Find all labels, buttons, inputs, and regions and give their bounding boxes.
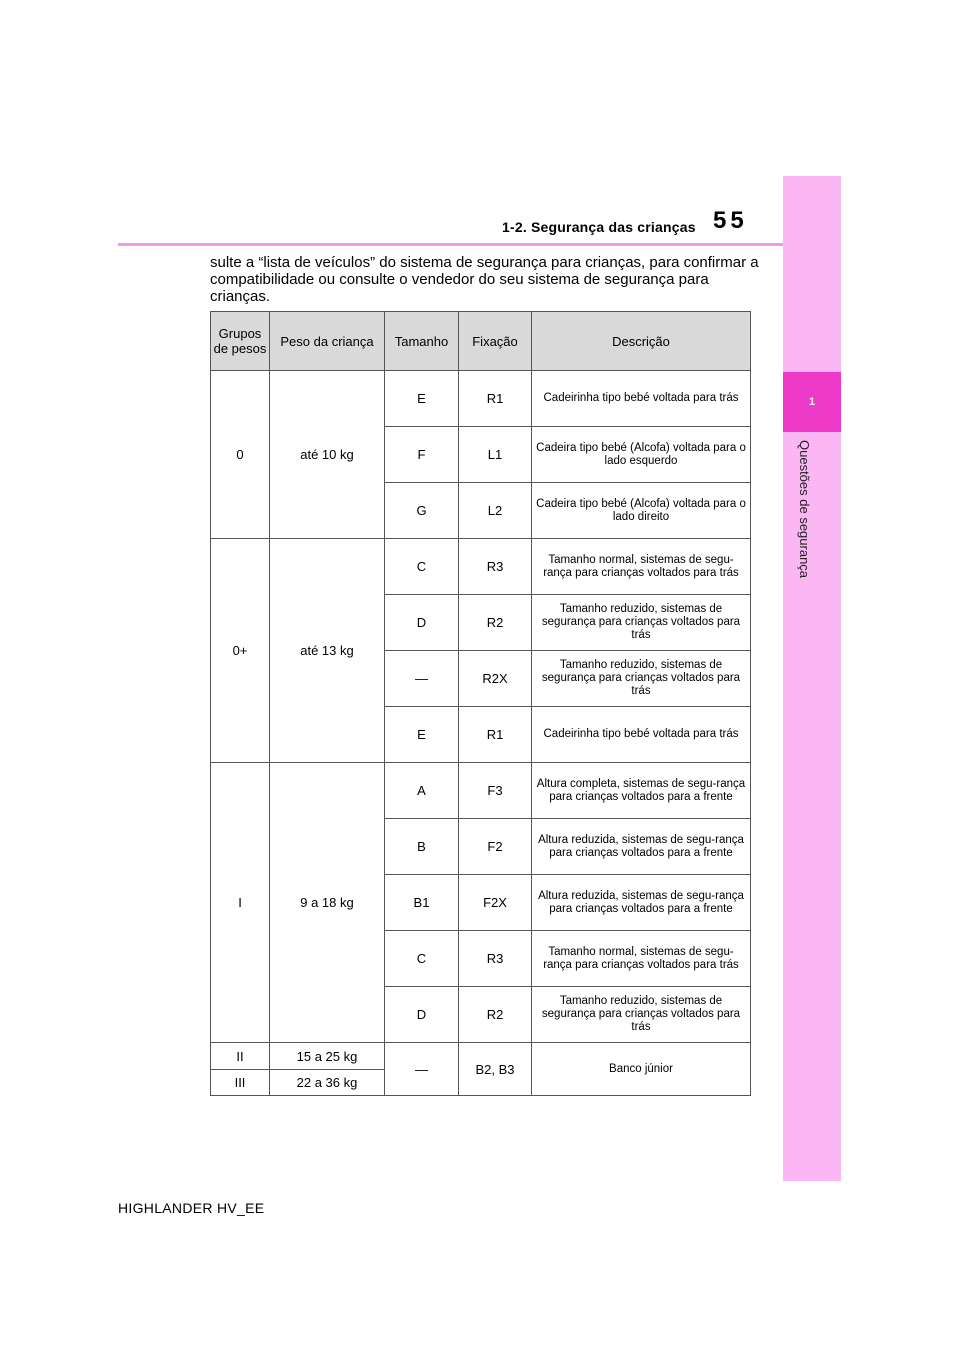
header-weight-group: Grupos de pesos bbox=[211, 312, 270, 371]
weight-cell: 15 a 25 kg bbox=[270, 1043, 385, 1070]
description-cell: Cadeirinha tipo bebé voltada para trás bbox=[532, 371, 751, 427]
description-cell: Tamanho reduzido, sistemas de segurança para crianças voltados para trás bbox=[532, 651, 751, 707]
fixation-cell: F3 bbox=[459, 763, 532, 819]
weight-cell: 22 a 36 kg bbox=[270, 1070, 385, 1096]
fixation-cell: F2X bbox=[459, 875, 532, 931]
table-row bbox=[211, 539, 751, 595]
fixation-cell: L1 bbox=[459, 427, 532, 483]
description-cell: Cadeira tipo bebé (Alcofa) voltada para o lado esquerdo bbox=[532, 427, 751, 483]
size-cell: A bbox=[385, 763, 459, 819]
size-cell: — bbox=[385, 651, 459, 707]
size-cell: B bbox=[385, 819, 459, 875]
description-cell: Altura reduzida, sistemas de segu-rança para crianças voltados para a frente bbox=[532, 819, 751, 875]
intro-paragraph: sulte a “lista de veículos” do sistema de segurança para crianças, para confirmar a compatibilidade ou consulte o vendedor do seu sistema de segurança para crianças. bbox=[210, 254, 759, 305]
fixation-cell: R2 bbox=[459, 987, 532, 1043]
page-number: 55 bbox=[713, 207, 748, 234]
header-child-weight: Peso da criança bbox=[270, 312, 385, 371]
header-description: Descrição bbox=[532, 312, 751, 371]
fixation-cell: R3 bbox=[459, 539, 532, 595]
group-cell: I bbox=[211, 763, 270, 1043]
group-cell: II bbox=[211, 1043, 270, 1070]
fixation-cell: R3 bbox=[459, 931, 532, 987]
description-cell: Cadeirinha tipo bebé voltada para trás bbox=[532, 707, 751, 763]
weight-cell: 9 a 18 kg bbox=[270, 763, 385, 1043]
size-cell: G bbox=[385, 483, 459, 539]
group-cell: III bbox=[211, 1070, 270, 1096]
weight-cell: até 10 kg bbox=[270, 371, 385, 539]
header-divider bbox=[118, 243, 783, 246]
fixation-cell: L2 bbox=[459, 483, 532, 539]
description-cell: Tamanho reduzido, sistemas de segurança para crianças voltados para trás bbox=[532, 987, 751, 1043]
size-cell: D bbox=[385, 987, 459, 1043]
description-cell: Tamanho normal, sistemas de segu-rança para crianças voltados para trás bbox=[532, 931, 751, 987]
header-size: Tamanho bbox=[385, 312, 459, 371]
description-cell: Tamanho normal, sistemas de segu-rança para crianças voltados para trás bbox=[532, 539, 751, 595]
group-cell: 0+ bbox=[211, 539, 270, 763]
size-cell: E bbox=[385, 371, 459, 427]
chapter-number-tab: 1 bbox=[783, 372, 841, 432]
weight-groups-table bbox=[210, 311, 751, 1096]
fixation-cell: R2 bbox=[459, 595, 532, 651]
size-cell: E bbox=[385, 707, 459, 763]
size-cell: F bbox=[385, 427, 459, 483]
chapter-side-strip bbox=[783, 176, 841, 1181]
fixation-cell: R2X bbox=[459, 651, 532, 707]
header-fixation: Fixação bbox=[459, 312, 532, 371]
fixation-cell: B2, B3 bbox=[459, 1043, 532, 1096]
description-cell: Altura reduzida, sistemas de segu-rança para crianças voltados para a frente bbox=[532, 875, 751, 931]
fixation-cell: R1 bbox=[459, 371, 532, 427]
size-cell: C bbox=[385, 539, 459, 595]
size-cell: D bbox=[385, 595, 459, 651]
description-cell: Banco júnior bbox=[532, 1043, 751, 1096]
table-header-row bbox=[211, 312, 751, 371]
section-title: 1-2. Segurança das crianças bbox=[502, 219, 696, 235]
fixation-cell: F2 bbox=[459, 819, 532, 875]
size-cell: — bbox=[385, 1043, 459, 1096]
size-cell: B1 bbox=[385, 875, 459, 931]
group-cell: 0 bbox=[211, 371, 270, 539]
table-row bbox=[211, 371, 751, 427]
table-row bbox=[211, 1043, 751, 1070]
fixation-cell: R1 bbox=[459, 707, 532, 763]
table-row bbox=[211, 763, 751, 819]
footer-model-code: HIGHLANDER HV_EE bbox=[118, 1200, 265, 1216]
chapter-title: Questões de segurança bbox=[797, 440, 812, 579]
description-cell: Altura completa, sistemas de segu-rança para crianças voltados para a frente bbox=[532, 763, 751, 819]
description-cell: Cadeira tipo bebé (Alcofa) voltada para o lado direito bbox=[532, 483, 751, 539]
description-cell: Tamanho reduzido, sistemas de segurança para crianças voltados para trás bbox=[532, 595, 751, 651]
size-cell: C bbox=[385, 931, 459, 987]
weight-cell: até 13 kg bbox=[270, 539, 385, 763]
